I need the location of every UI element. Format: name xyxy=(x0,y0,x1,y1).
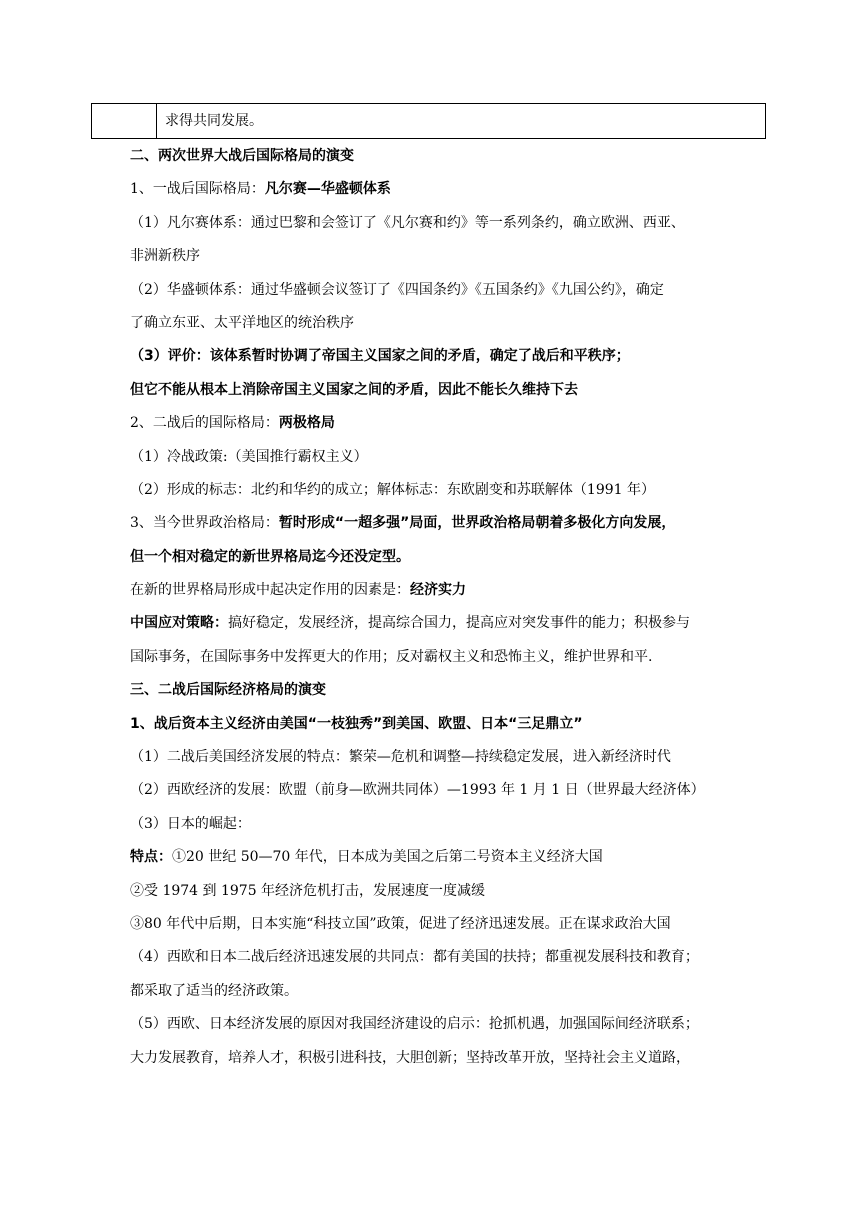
paragraph-line xyxy=(130,841,750,874)
heading-text: 二、两次世界大战后国际格局的演变 xyxy=(130,148,354,164)
line-bold-text: 经济实力 xyxy=(410,582,466,599)
line-text: （5）西欧、日本经济发展的原因对我国经济建设的启示：抢抓机遇，加强国际间经济联系； xyxy=(130,1016,699,1033)
paragraph-line xyxy=(130,808,750,841)
line-bold-text: 但它不能从根本上消除帝国主义国家之间的矛盾，因此不能长久维持下去 xyxy=(130,381,578,398)
line-text: 2、二战后的国际格局： xyxy=(130,415,279,432)
line-text: 国际事务，在国际事务中发挥更大的作用；反对霸权主义和恐怖主义，维护世界和平. xyxy=(130,648,653,665)
section-heading xyxy=(130,674,750,707)
line-text: 大力发展教育，培养人才，积极引进科技，大胆创新；坚持改革开放，坚持社会主义道路， xyxy=(130,1049,690,1066)
line-text: （4）西欧和日本二战后经济迅速发展的共同点：都有美国的扶持；都重视发展科技和教育； xyxy=(130,949,699,966)
heading-text: 三、二战后国际经济格局的演变 xyxy=(130,682,326,699)
line-bold-text: 特点： xyxy=(130,849,172,866)
line-bold-text: 中国应对策略： xyxy=(130,615,228,632)
paragraph-line xyxy=(130,307,750,340)
line-text: 1、一战后国际格局： xyxy=(130,181,265,198)
line-text: （1）二战后美国经济发展的特点：繁荣—危机和调整—持续稳定发展，进入新经济时代 xyxy=(130,749,671,766)
line-text: （1）冷战政策:（美国推行霸权主义） xyxy=(130,448,368,465)
paragraph-line xyxy=(130,207,750,240)
line-text: （2）华盛顿体系：通过华盛顿会议签订了《四国条约》《五国条约》《九国公约》，确定 xyxy=(130,281,664,298)
paragraph-line xyxy=(130,274,750,307)
paragraph-line xyxy=(130,173,750,206)
document-body xyxy=(130,140,750,1075)
paragraph-line xyxy=(130,407,750,440)
line-text: ③80 年代中后期，日本实施“科技立国”政策，促进了经济迅速发展。正在谋求政治大国 xyxy=(130,915,671,932)
paragraph-line xyxy=(130,875,750,908)
paragraph-line xyxy=(130,541,750,574)
line-text: 非洲新秩序 xyxy=(130,248,200,265)
paragraph-line xyxy=(130,240,750,273)
table-cell-empty xyxy=(92,104,157,138)
paragraph-line xyxy=(130,941,750,974)
line-bold-text: 两极格局 xyxy=(278,415,335,432)
paragraph-line xyxy=(130,574,750,607)
line-text: 3、当今世界政治格局： xyxy=(130,515,279,532)
paragraph-line xyxy=(130,641,750,674)
line-bold-text: 但一个相对稳定的新世界格局迄今还没定型。 xyxy=(130,548,410,565)
paragraph-line xyxy=(130,1042,750,1075)
line-text: 都采取了适当的经济政策。 xyxy=(130,982,298,999)
paragraph-line xyxy=(130,607,750,640)
paragraph-line xyxy=(130,774,750,807)
line-text: （1）凡尔赛体系：通过巴黎和会签订了《凡尔赛和约》等一系列条约，确立欧洲、西亚、 xyxy=(130,214,685,231)
paragraph-line xyxy=(130,975,750,1008)
paragraph-line xyxy=(130,340,750,373)
paragraph-line xyxy=(130,507,750,540)
line-text: ①20 世纪 50—70 年代，日本成为美国之后第二号资本主义经济大国 xyxy=(172,849,603,866)
line-text: （2）形成的标志：北约和华约的成立；解体标志：东欧剧变和苏联解体（1991 年） xyxy=(130,481,655,498)
paragraph-line xyxy=(130,441,750,474)
line-text: 在新的世界格局形成中起决定作用的因素是： xyxy=(130,582,410,599)
paragraph-line xyxy=(130,474,750,507)
paragraph-line xyxy=(130,741,750,774)
paragraph-line xyxy=(130,708,750,741)
section-heading xyxy=(130,140,750,173)
table-cell-text: 求得共同发展。 xyxy=(165,113,263,129)
paragraph-line xyxy=(130,1008,750,1041)
line-text: （2）西欧经济的发展：欧盟（前身—欧洲共同体）—1993 年 1 月 1 日（世界最大经济体） xyxy=(130,782,705,799)
paragraph-line xyxy=(130,374,750,407)
table-row xyxy=(91,103,766,139)
line-bold-text: （3）评价：该体系暂时协调了帝国主义国家之间的矛盾，确定了战后和平秩序； xyxy=(130,348,630,365)
line-bold-text: 1、战后资本主义经济由美国“一枝独秀”到美国、欧盟、日本“三足鼎立” xyxy=(130,715,583,732)
line-bold-text: 凡尔赛—华盛顿体系 xyxy=(264,181,391,198)
line-text: 搞好稳定，发展经济，提高综合国力，提高应对突发事件的能力；积极参与 xyxy=(228,615,690,632)
paragraph-line xyxy=(130,908,750,941)
line-bold-text: 暂时形成“一超多强”局面，世界政治格局朝着多极化方向发展， xyxy=(278,515,676,532)
line-text: （3）日本的崛起： xyxy=(130,815,251,832)
line-text: 了确立东亚、太平洋地区的统治秩序 xyxy=(130,314,354,331)
line-text: ②受 1974 到 1975 年经济危机打击，发展速度一度减缓 xyxy=(130,882,486,899)
